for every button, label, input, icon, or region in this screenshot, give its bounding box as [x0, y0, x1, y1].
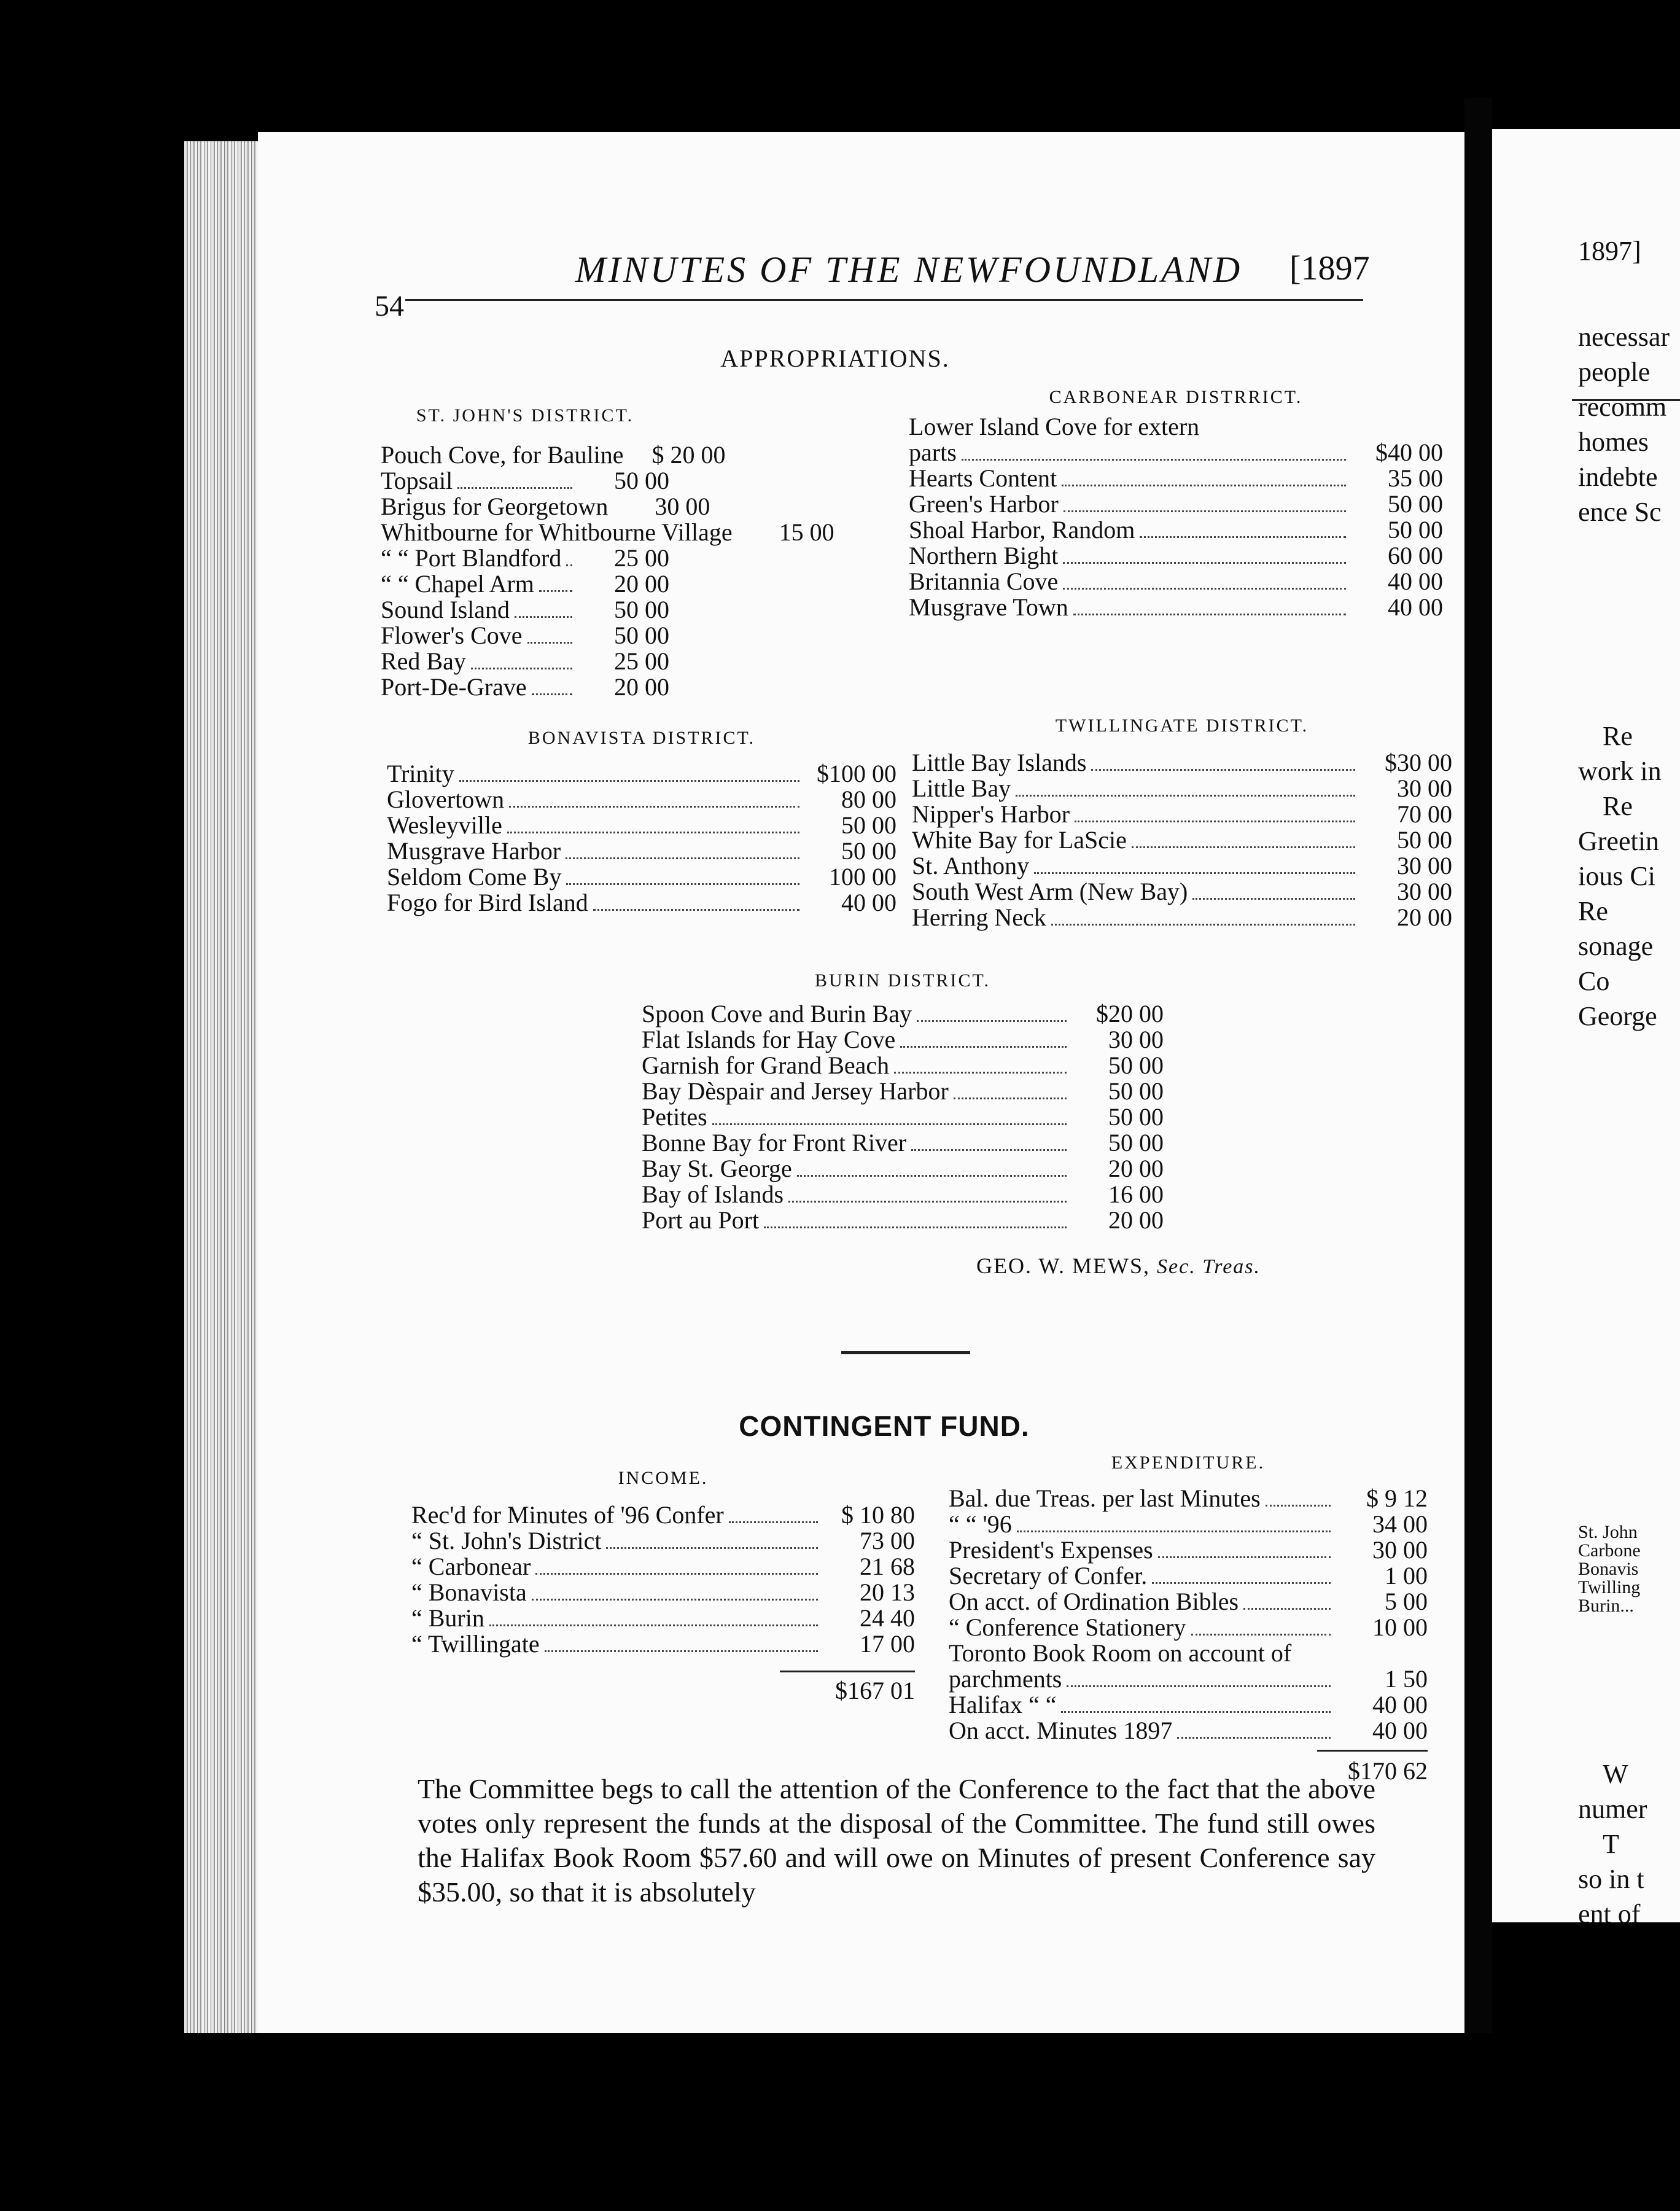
entry-label: “ Carbonear — [411, 1553, 531, 1580]
entry-label: Trinity — [387, 760, 454, 787]
entry-amount: 50 00 — [1108, 1051, 1164, 1079]
entry-amount: 20 00 — [614, 570, 669, 598]
entry-amount: 30 00 — [1397, 852, 1452, 879]
entry-row — [381, 545, 669, 571]
entry-label: “ “ Chapel Arm — [381, 570, 534, 598]
leader-dots — [1051, 924, 1355, 926]
page-edge — [184, 141, 270, 2033]
entry-row — [387, 864, 896, 890]
entry-amount: 25 00 — [614, 544, 669, 572]
entry-label: Red Bay — [381, 647, 466, 675]
district-heading: CARBONEAR DISTRRICT. — [1049, 387, 1303, 407]
entry-row — [411, 1528, 915, 1554]
entry-amount: 50 00 — [1388, 516, 1443, 544]
entry-label: Hearts Content — [909, 464, 1057, 492]
entry-amount: 50 00 — [841, 837, 896, 865]
leader-dots — [566, 564, 572, 566]
leader-dots — [962, 459, 1346, 461]
entry-label: White Bay for LaScie — [912, 826, 1127, 854]
entry-label: Topsail — [381, 467, 453, 494]
entry-label: Bal. due Treas. per last Minutes — [949, 1484, 1261, 1512]
entry-amount: 80 00 — [841, 786, 896, 813]
entry-label: Garnish for Grand Beach — [642, 1051, 890, 1079]
entry-amount: 1 50 — [1385, 1665, 1428, 1693]
leader-dots — [545, 1650, 818, 1652]
entry-row — [642, 1078, 1164, 1104]
leader-dots — [1158, 1556, 1331, 1558]
leader-dots — [489, 1624, 818, 1626]
signature — [976, 1253, 1261, 1279]
entry-row — [642, 1156, 1164, 1182]
entry-row — [381, 649, 669, 674]
entry-label: “ Conference Stationery — [949, 1613, 1186, 1641]
entry-row — [912, 827, 1452, 853]
entry-row — [411, 1631, 915, 1657]
total-rule — [780, 1671, 915, 1672]
leader-dots — [900, 1046, 1067, 1048]
text-line: George — [1578, 1001, 1657, 1031]
leader-dots — [1064, 510, 1346, 512]
entry-row — [949, 1589, 1428, 1615]
text-line: Co — [1578, 966, 1610, 996]
entry-label: Nipper's Harbor — [912, 800, 1070, 828]
leader-dots — [1073, 614, 1346, 615]
contingent-fund-title: CONTINGENT FUND. — [739, 1410, 1030, 1442]
entry-row — [912, 801, 1452, 827]
leader-dots — [515, 616, 572, 618]
entry-label: Port au Port — [642, 1206, 760, 1234]
entry-row — [642, 1027, 1164, 1053]
entry-row — [387, 838, 896, 864]
entry-amount: 100 00 — [829, 863, 896, 891]
leader-dots — [1017, 1531, 1331, 1532]
entry-row — [381, 571, 669, 597]
st-johns-district — [381, 405, 834, 701]
leader-dots — [954, 1098, 1067, 1099]
entry-label: Port-De-Grave — [381, 673, 527, 701]
entry-label: “ “ '96 — [949, 1510, 1012, 1538]
entry-amount: 50 00 — [614, 596, 669, 623]
text-line: necessar — [1578, 322, 1670, 352]
entry-amount: 20 00 — [1397, 903, 1452, 931]
entry-row — [381, 441, 726, 469]
appropriations-title: APPROPRIATIONS. — [720, 345, 950, 372]
entry-amount: $40 00 — [1375, 439, 1443, 466]
entry-row — [909, 543, 1443, 569]
entry-label: Wesleyville — [387, 811, 502, 839]
entry-amount: $20 00 — [1096, 1000, 1164, 1028]
book-gutter — [1464, 98, 1492, 2033]
entry-label: Toronto Book Room on account of — [949, 1639, 1292, 1667]
entry-amount: $ 20 00 — [651, 441, 726, 469]
leader-dots — [593, 909, 799, 911]
entry-amount: 50 00 — [1108, 1129, 1164, 1156]
leader-dots — [1091, 769, 1355, 771]
entry-row — [949, 1666, 1428, 1692]
entry-row — [949, 1615, 1428, 1640]
text-line: Burin... — [1578, 1596, 1634, 1616]
leader-dots — [1034, 872, 1355, 874]
right-page-year: 1897] — [1578, 236, 1641, 266]
entry-row — [949, 1718, 1428, 1744]
income-column — [411, 1468, 915, 1705]
entry-label: Flower's Cove — [381, 622, 523, 649]
leader-dots — [1191, 1634, 1331, 1636]
text-line: St. John — [1578, 1522, 1638, 1542]
leader-dots — [1063, 562, 1346, 564]
entry-row — [411, 1580, 915, 1605]
entry-label: President's Expenses — [949, 1536, 1153, 1564]
text-line: work in — [1578, 756, 1662, 786]
leader-dots — [532, 1599, 818, 1601]
running-title: MINUTES OF THE NEWFOUNDLAND — [575, 249, 1243, 290]
entry-label: parts — [909, 439, 957, 466]
left-page — [258, 132, 1464, 2033]
entry-row — [909, 491, 1443, 517]
entry-row — [949, 1486, 1428, 1511]
entry-label: Northern Bight — [909, 542, 1059, 569]
entry-label: Bay of Islands — [642, 1180, 784, 1208]
entry-amount: 50 00 — [1397, 826, 1452, 854]
entry-row — [387, 890, 896, 916]
leader-dots — [917, 1020, 1067, 1022]
district-heading: BONAVISTA DISTRICT. — [527, 728, 756, 748]
leader-dots — [797, 1175, 1067, 1177]
entry-row — [949, 1692, 1428, 1718]
entry-amount: $100 00 — [817, 760, 896, 787]
leader-dots — [764, 1226, 1067, 1228]
entry-amount: 5 00 — [1385, 1588, 1428, 1615]
entry-amount: 40 00 — [1372, 1691, 1428, 1718]
entry-amount: 30 00 — [655, 493, 710, 520]
entry-row — [642, 1182, 1164, 1207]
entry-row — [411, 1605, 915, 1631]
entry-label: Bay Dèspair and Jersey Harbor — [642, 1077, 949, 1105]
signature-name: GEO. W. MEWS, — [976, 1254, 1151, 1278]
district-rows — [381, 441, 834, 701]
leader-dots — [539, 590, 572, 592]
entry-label: Seldom Come By — [387, 863, 562, 891]
text-line: Twilling — [1578, 1577, 1641, 1597]
entry-amount: 30 00 — [1372, 1536, 1428, 1564]
entry-amount: 50 00 — [841, 811, 896, 839]
leader-dots — [1243, 1608, 1331, 1610]
entry-label: St. Anthony — [912, 852, 1030, 879]
entry-row — [642, 1207, 1164, 1233]
entry-row — [381, 674, 669, 700]
entry-row — [381, 468, 669, 494]
leader-dots — [471, 668, 572, 669]
leader-dots — [1016, 795, 1355, 797]
signature-title: Sec. Treas. — [1157, 1255, 1261, 1278]
leader-dots — [1067, 1685, 1331, 1687]
entry-row — [381, 493, 710, 520]
income-heading: INCOME. — [618, 1468, 709, 1488]
text-line: sonage — [1578, 931, 1654, 961]
entry-amount: 40 00 — [841, 889, 896, 916]
entry-label: “ St. John's District — [411, 1527, 602, 1554]
entry-row — [909, 466, 1443, 491]
entry-amount: 40 00 — [1372, 1717, 1428, 1744]
entry-row — [387, 813, 896, 838]
leader-dots — [1140, 536, 1346, 538]
bonavista-district — [387, 728, 896, 916]
entry-amount: 20 00 — [614, 673, 669, 701]
entry-row — [387, 787, 896, 813]
text-line: W — [1603, 1759, 1628, 1789]
total-rule — [1317, 1750, 1428, 1752]
right-bottom-text — [1578, 1757, 1647, 1922]
text-line: ence Sc — [1578, 497, 1662, 527]
text-line: recomm — [1578, 392, 1667, 422]
district-heading: TWILLINGATE DISTRICT. — [1055, 716, 1309, 736]
entry-amount: $30 00 — [1385, 749, 1452, 776]
entry-row — [909, 440, 1443, 466]
entry-row — [949, 1537, 1428, 1563]
entry-label: Secretary of Confer. — [949, 1562, 1148, 1589]
entry-amount: 20 00 — [1108, 1206, 1164, 1234]
entry-label: “ “ Port Blandford — [381, 544, 562, 572]
entry-amount: 50 00 — [1108, 1103, 1164, 1131]
text-line: ious Ci — [1578, 861, 1655, 891]
entry-label: Halifax “ “ — [949, 1691, 1057, 1718]
district-heading: BURIN DISTRICT. — [814, 970, 991, 991]
entry-label: Pouch Cove, for Bauline — [381, 441, 624, 469]
entry-row — [912, 879, 1452, 905]
entry-label: On acct. Minutes 1897 — [949, 1717, 1173, 1744]
leader-dots — [729, 1521, 818, 1523]
entry-row — [642, 1001, 1164, 1027]
entry-label: Britannia Cove — [909, 567, 1059, 595]
section-divider — [841, 1351, 970, 1354]
text-line: Re — [1578, 896, 1608, 926]
entry-label: “ Twillingate — [411, 1630, 540, 1658]
entry-row — [381, 623, 669, 649]
district-rows — [642, 1001, 1164, 1233]
entry-label: Petites — [642, 1103, 707, 1131]
committee-paragraph: The Committee begs to call the attention of the Conference to the fact that the above votes only represent the funds at the disposal of the Committee. The fund still owes the Halifax Book Room $57.60 and will owe on Minutes of present Conference say $35.00, so that it is absolutely — [418, 1773, 1375, 1908]
entry-amount: 24 40 — [860, 1604, 915, 1632]
entry-amount: 40 00 — [1388, 593, 1443, 621]
entry-amount: 16 00 — [1108, 1180, 1164, 1208]
expenditure-total: $170 62 — [1348, 1757, 1428, 1785]
entry-amount: 20 00 — [1108, 1155, 1164, 1182]
district-rows — [912, 750, 1452, 930]
entry-row — [909, 569, 1443, 595]
entry-amount: 1 00 — [1385, 1562, 1428, 1589]
entry-label: parchments — [949, 1665, 1062, 1693]
entry-row — [642, 1053, 1164, 1078]
entry-amount: 50 00 — [614, 467, 669, 494]
entry-row — [909, 595, 1443, 620]
entry-amount: 70 00 — [1397, 800, 1452, 828]
entry-label: Rec'd for Minutes of '96 Confer — [411, 1501, 724, 1529]
entry-label: On acct. of Ordination Bibles — [949, 1588, 1239, 1615]
leader-dots — [459, 780, 799, 782]
district-rows — [909, 414, 1443, 620]
header-rule — [405, 299, 1363, 301]
page-number: 54 — [375, 290, 404, 322]
income-rows — [411, 1502, 915, 1657]
entry-row — [909, 517, 1443, 543]
entry-label: Glovertown — [387, 786, 505, 813]
leader-dots — [1152, 1582, 1331, 1584]
entry-amount: 30 00 — [1397, 878, 1452, 905]
entry-label: Bonne Bay for Front River — [642, 1129, 907, 1156]
text-line: Re — [1603, 791, 1633, 821]
entry-amount: 35 00 — [1388, 464, 1443, 492]
entry-amount: 30 00 — [1397, 774, 1452, 802]
entry-amount: 25 00 — [614, 647, 669, 675]
entry-amount: 50 00 — [1108, 1077, 1164, 1105]
entry-label: “ Bonavista — [411, 1578, 527, 1606]
entry-label: Green's Harbor — [909, 490, 1059, 518]
entry-row — [949, 1640, 1428, 1666]
leader-dots — [532, 693, 572, 695]
leader-dots — [1063, 588, 1346, 590]
entry-amount: 60 00 — [1388, 542, 1443, 569]
expenditure-column — [949, 1453, 1428, 1785]
entry-label: Fogo for Bird Island — [387, 889, 588, 916]
leader-dots — [457, 487, 572, 489]
entry-label: Musgrave Town — [909, 593, 1068, 621]
entry-row — [912, 853, 1452, 879]
leader-dots — [507, 832, 799, 833]
right-mid-text — [1578, 719, 1662, 1034]
entry-amount: 50 00 — [1388, 490, 1443, 518]
text-line: homes — [1578, 427, 1649, 457]
leader-dots — [911, 1149, 1067, 1151]
entry-label: Spoon Cove and Burin Bay — [642, 1000, 912, 1028]
entry-row — [909, 414, 1443, 440]
entry-amount: 21 68 — [860, 1553, 915, 1580]
leader-dots — [1075, 821, 1355, 822]
entry-row — [642, 1104, 1164, 1130]
leader-dots — [894, 1072, 1067, 1074]
text-line: so in t — [1578, 1864, 1644, 1894]
carbonear-district — [909, 387, 1443, 620]
leader-dots — [509, 806, 799, 808]
entry-row — [411, 1554, 915, 1580]
entry-amount: 30 00 — [1108, 1026, 1164, 1053]
text-line: Carbone — [1578, 1540, 1641, 1561]
right-page — [1492, 129, 1680, 1922]
leader-dots — [1177, 1737, 1331, 1739]
entry-label: Whitbourne for Whitbourne Village — [381, 518, 733, 546]
expenditure-rows — [949, 1486, 1428, 1744]
entry-amount: 40 00 — [1388, 567, 1443, 595]
entry-label: South West Arm (New Bay) — [912, 878, 1188, 905]
entry-row — [381, 518, 834, 546]
text-line: Bonavis — [1578, 1559, 1639, 1579]
entry-row — [642, 1130, 1164, 1156]
entry-row — [912, 905, 1452, 930]
entry-label: Bay St. George — [642, 1155, 792, 1182]
text-line: Re — [1603, 721, 1633, 751]
header-year: [1897 — [1289, 249, 1370, 287]
right-list-text — [1578, 1523, 1641, 1615]
entry-amount: 10 00 — [1372, 1613, 1428, 1641]
income-total: $167 01 — [835, 1677, 915, 1704]
entry-amount: 15 00 — [779, 518, 834, 546]
entry-label: “ Burin — [411, 1604, 484, 1632]
entry-row — [949, 1563, 1428, 1589]
entry-amount: 73 00 — [860, 1527, 915, 1554]
entry-row — [411, 1502, 915, 1528]
leader-dots — [1266, 1505, 1331, 1507]
leader-dots — [712, 1123, 1067, 1125]
entry-label: Lower Island Cove for extern — [909, 413, 1200, 440]
entry-label: Flat Islands for Hay Cove — [642, 1026, 896, 1053]
twillingate-district — [912, 716, 1452, 930]
leader-dots — [1192, 898, 1355, 900]
entry-amount: $ 9 12 — [1366, 1484, 1428, 1512]
entry-label: Little Bay — [912, 774, 1011, 802]
leader-dots — [535, 1573, 818, 1575]
text-line: people — [1578, 357, 1651, 387]
entry-amount: 34 00 — [1372, 1510, 1428, 1538]
text-line: numer — [1578, 1794, 1647, 1824]
entry-label: Musgrave Harbor — [387, 837, 561, 865]
text-line: Greetin — [1578, 826, 1659, 856]
district-heading: ST. JOHN'S DISTRICT. — [416, 405, 634, 426]
entry-amount: 20 13 — [860, 1578, 915, 1606]
burin-district — [642, 970, 1164, 1233]
leader-dots — [566, 883, 799, 885]
text-line: indebte — [1578, 462, 1658, 492]
right-top-text — [1578, 319, 1670, 529]
text-line: ent of — [1578, 1899, 1641, 1922]
leader-dots — [1132, 846, 1355, 848]
leader-dots — [566, 857, 799, 859]
entry-row — [949, 1511, 1428, 1537]
entry-label: Brigus for Georgetown — [381, 493, 609, 520]
entry-row — [381, 597, 669, 623]
leader-dots — [606, 1547, 818, 1549]
entry-amount: 50 00 — [614, 622, 669, 649]
leader-dots — [1061, 1711, 1331, 1713]
district-rows — [387, 761, 896, 916]
text-line: T — [1603, 1829, 1619, 1859]
entry-amount: $ 10 80 — [841, 1501, 915, 1529]
entry-label: Sound Island — [381, 596, 510, 623]
leader-dots — [788, 1201, 1067, 1203]
entry-label: Herring Neck — [912, 903, 1046, 931]
entry-row — [387, 761, 896, 787]
entry-amount: 17 00 — [860, 1630, 915, 1658]
entry-label: Shoal Harbor, Random — [909, 516, 1135, 544]
expenditure-heading: EXPENDITURE. — [1111, 1453, 1266, 1473]
entry-row — [912, 776, 1452, 801]
leader-dots — [1062, 485, 1346, 486]
entry-row — [912, 750, 1452, 776]
entry-label: Little Bay Islands — [912, 749, 1087, 776]
leader-dots — [527, 642, 572, 644]
